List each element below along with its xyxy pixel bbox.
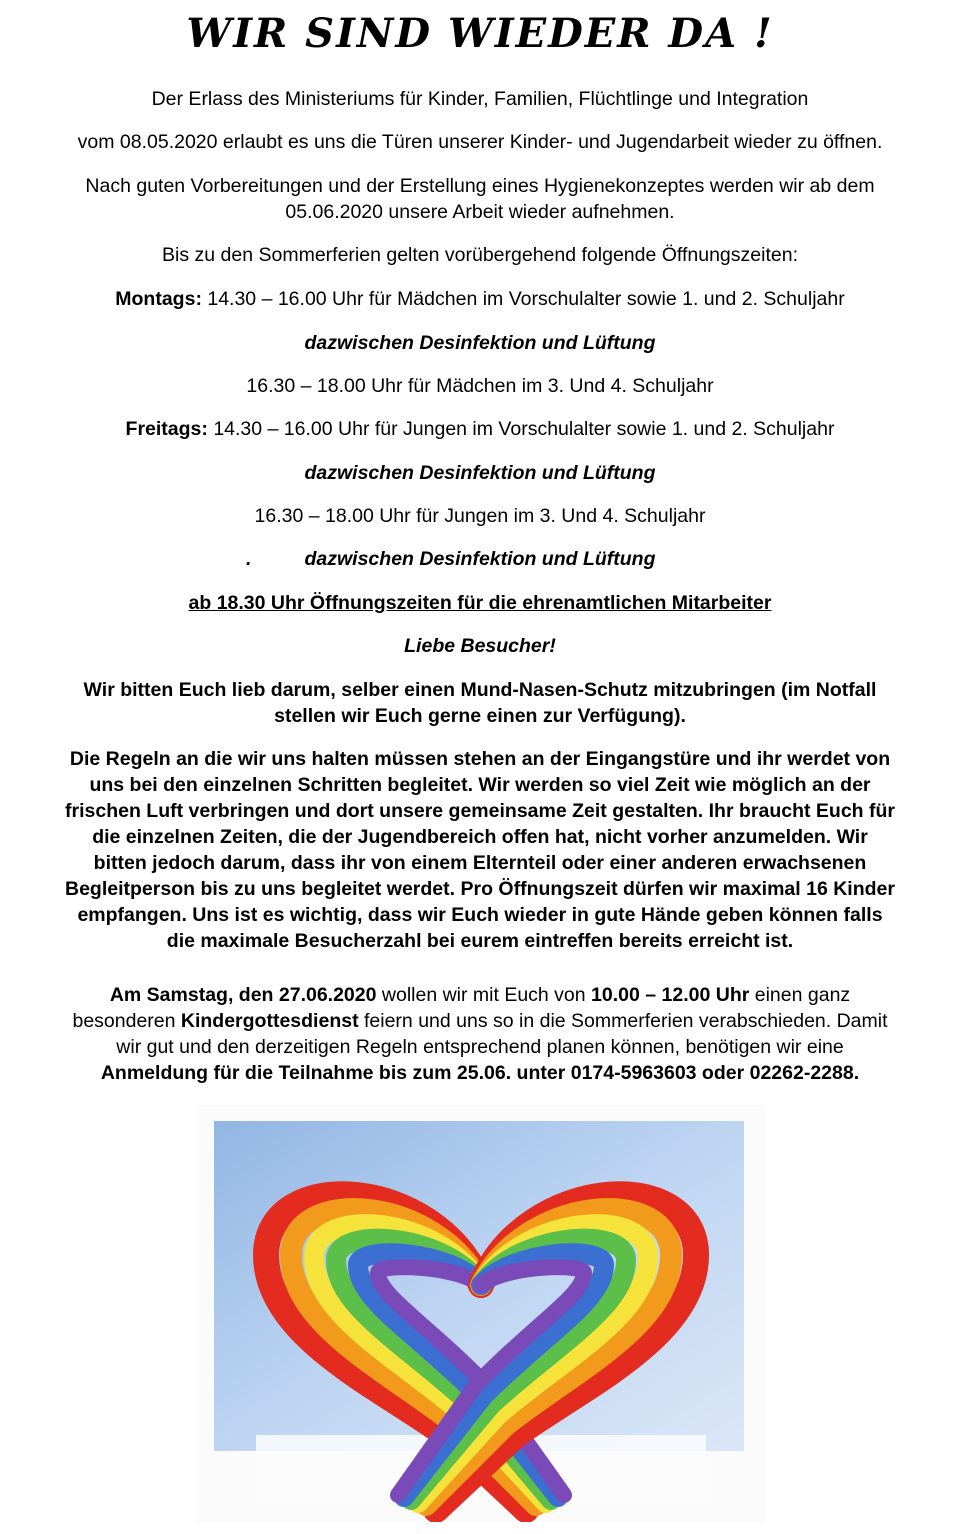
rules-line-4: die einzelnen Zeiten, die der Jugendbereich offen hat, nicht vorher anzumelden. Wir	[92, 826, 868, 848]
service-line-2	[0, 1008, 960, 1034]
service-text-4: feiern und uns so in die Sommerferien verabschieden. Damit	[358, 1010, 888, 1032]
rules-line-7: empfangen. Uns ist es wichtig, dass wir Euch wieder in gute Hände geben können falls	[77, 904, 883, 926]
rules-line-3: frischen Luft verbringen und dort unsere gemeinsame Zeit gestalten. Ihr braucht Euch für	[65, 800, 895, 822]
volunteer-hours: ab 18.30 Uhr Öffnungszeiten für die ehrenamtlichen Mitarbeiter	[188, 592, 772, 614]
page-title: WIR SIND WIEDER DA !	[186, 10, 774, 57]
rules-line-8: die maximale Besucherzahl bei eurem eintreffen bereits erreicht ist.	[166, 930, 794, 952]
monday-slot-2: 16.30 – 18.00 Uhr für Mädchen im 3. Und 4. Schuljahr	[246, 375, 714, 397]
schedule-monday-1	[0, 286, 960, 312]
intro-line-2: vom 08.05.2020 erlaubt es uns die Türen unserer Kinder- und Jugendarbeit wieder zu öffnen.	[77, 131, 883, 153]
friday-slot-2: 16.30 – 18.00 Uhr für Jungen im 3. Und 4. Schuljahr	[254, 505, 706, 527]
break-note-2: dazwischen Desinfektion und Lüftung	[304, 462, 656, 484]
service-text-1: wollen wir mit Euch von	[376, 984, 592, 1006]
rules-line-2: uns bei den einzelnen Schritten begleitet. Wir werden so viel Zeit wie möglich an der	[89, 774, 871, 796]
service-registration: Anmeldung für die Teilnahme bis zum 25.06. unter 0174-5963603 oder 02262-2288.	[100, 1062, 860, 1084]
service-text-2: einen ganz	[749, 984, 851, 1006]
rules-line-5: bitten jedoch darum, dass ihr von einem Elternteil oder einer anderen erwachsenen	[93, 852, 867, 874]
schedule-friday-1	[0, 416, 960, 442]
friday-label: Freitags:	[125, 418, 208, 440]
rainbow-heart-illustration	[196, 1105, 765, 1522]
stray-dot: .	[246, 548, 252, 570]
mask-request-1: Wir bitten Euch lieb darum, selber einen Mund-Nasen-Schutz mitzubringen (im Notfall	[83, 679, 877, 701]
intro-line-1: Der Erlass des Ministeriums für Kinder, Familien, Flüchtlinge und Integration	[151, 88, 809, 110]
friday-slot-1: 14.30 – 16.00 Uhr für Jungen im Vorschulalter sowie 1. und 2. Schuljahr	[213, 418, 835, 440]
service-date: Am Samstag, den 27.06.2020	[109, 984, 377, 1006]
service-text-3: besonderen	[72, 1010, 181, 1032]
service-line-3: wir gut und den derzeitigen Regeln entsprechend planen können, benötigen wir eine	[116, 1036, 844, 1058]
intro-line-3a: Nach guten Vorbereitungen und der Erstellung eines Hygienekonzeptes werden wir ab dem	[85, 175, 875, 197]
intro-line-3b: 05.06.2020 unsere Arbeit wieder aufnehmen.	[285, 201, 675, 223]
intro-line-4: Bis zu den Sommerferien gelten vorübergehend folgende Öffnungszeiten:	[162, 244, 798, 266]
service-kindergottesdienst: Kindergottesdienst	[180, 1010, 359, 1032]
rules-line-1: Die Regeln an die wir uns halten müssen stehen an der Eingangstüre und ihr werdet von	[69, 748, 891, 770]
rules-line-6: Begleitperson bis zu uns begleitet werdet. Pro Öffnungszeit dürfen wir maximal 16 Kinder	[65, 878, 895, 900]
monday-slot-1: 14.30 – 16.00 Uhr für Mädchen im Vorschulalter sowie 1. und 2. Schuljahr	[207, 288, 845, 310]
monday-label: Montags:	[115, 288, 202, 310]
mask-request-2: stellen wir Euch gerne einen zur Verfügung).	[274, 705, 686, 727]
greeting: Liebe Besucher!	[404, 635, 556, 657]
service-line-1	[0, 982, 960, 1008]
break-note-1: dazwischen Desinfektion und Lüftung	[304, 332, 656, 354]
break-note-3: dazwischen Desinfektion und Lüftung	[304, 548, 656, 570]
rainbow-heart-svg	[196, 1105, 765, 1522]
service-time: 10.00 – 12.00 Uhr	[591, 984, 750, 1006]
